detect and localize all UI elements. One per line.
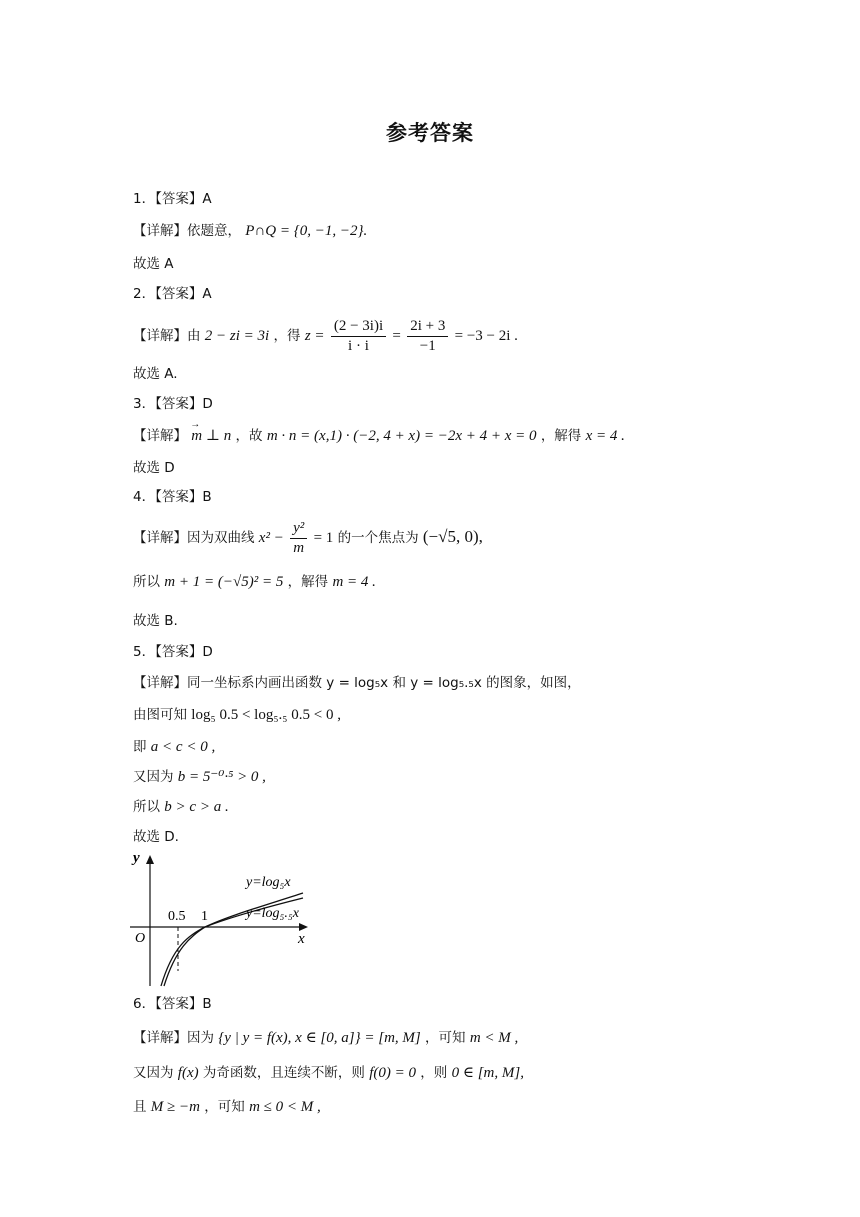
q4-focus: (−√5, 0), (422, 527, 483, 546)
q4-frac-denominator: m (293, 539, 305, 556)
q6-line2-result: 0 ∈ [m, M], (451, 1065, 524, 1081)
q4-line2-mid: ，解得 (287, 574, 329, 590)
q1-formula: P∩Q = {0, −1, −2}. (245, 223, 368, 239)
q2-result: = −3 − 2i . (454, 328, 518, 344)
q4-fraction (290, 519, 307, 558)
q5-line4-formula: b = 5⁻⁰·⁵ > 0 , (177, 769, 266, 785)
q3-formula: m · n = (x,1) · (−2, 4 + x) = −2x + 4 + x = 0 (266, 428, 537, 444)
q6-line2-mid2: ，则 (420, 1065, 448, 1081)
graph-origin-label: O (135, 931, 146, 946)
q5-line2-formula: log₅ 0.5 < log₅.₅ 0.5 < 0 , (191, 707, 341, 723)
q2-conclusion: 故选 A. (133, 366, 178, 382)
q6-line3-formula: M ≥ −m (150, 1099, 200, 1115)
q6-line2-formula: f(0) = 0 (369, 1065, 416, 1081)
q1-detail-prefix: 【详解】依题意， (133, 223, 241, 239)
q4-hyperbola-a: x² − (258, 530, 284, 546)
q5-log-graph (128, 846, 318, 988)
q2-z: z = (304, 328, 325, 344)
q6-line2-fx: f(x) (177, 1065, 199, 1081)
q5-line3-formula: a < c < 0 , (150, 739, 216, 755)
q1-detail (133, 220, 367, 242)
q6-line3-result: m ≤ 0 < M , (249, 1099, 321, 1115)
q3-detail (133, 425, 625, 447)
q6-line3 (133, 1096, 321, 1118)
q2-mid: ，得 (273, 328, 301, 344)
q4-frac-numerator: y² (290, 519, 307, 539)
q2-f1-denominator: i · i (348, 337, 369, 354)
graph-y-arrow (146, 855, 154, 864)
q2-equals: = (392, 328, 401, 344)
q5-line3-prefix: 即 (133, 739, 147, 755)
q3-mid: ，故 (235, 428, 263, 444)
q3-perp: → m ⊥ n (191, 425, 231, 447)
q1-answer: 1．【答案】A (133, 191, 212, 207)
q5-line2 (133, 704, 341, 726)
q5-line4 (133, 766, 266, 788)
q6-line1 (133, 1027, 518, 1049)
q6-line1-result: m < M , (469, 1030, 519, 1046)
graph-tick-1: 1 (201, 909, 208, 924)
q5-conclusion: 故选 D. (133, 829, 179, 845)
q3-solve: x = 4 . (585, 428, 625, 444)
graph-curve2-label: y=log₅.₅x (246, 906, 299, 921)
q5-line5-formula: b > c > a . (164, 799, 229, 815)
page-title: 参考答案 (386, 121, 474, 145)
q6-line1-mid: ，可知 (425, 1030, 466, 1046)
q2-fraction-1 (331, 317, 386, 356)
q2-answer: 2．【答案】A (133, 286, 212, 302)
q3-detail-prefix: 【详解】 (133, 428, 187, 444)
q2-detail-prefix: 【详解】由 (133, 328, 201, 344)
graph-y-label: y (133, 850, 140, 866)
q5-detail: 【详解】同一坐标系内画出函数 y = log₅x 和 y = log₅.₅x 的图象，如图， (133, 675, 581, 691)
q4-conclusion: 故选 B. (133, 613, 178, 629)
q4-detail (133, 517, 483, 558)
graph-tick-05: 0.5 (168, 909, 186, 924)
graph-x-label: x (298, 931, 305, 947)
q2-f2-numerator: 2i + 3 (407, 317, 448, 337)
q5-line4-prefix: 又因为 (133, 769, 174, 785)
q6-line3-prefix: 且 (133, 1099, 147, 1115)
q5-answer: 5．【答案】D (133, 644, 213, 660)
graph-x-arrow (299, 923, 308, 931)
q4-detail-prefix: 【详解】因为双曲线 (133, 530, 255, 546)
q6-line2 (133, 1062, 524, 1084)
q1-conclusion: 故选 A (133, 256, 174, 272)
q4-line2-result: m = 4 . (332, 574, 376, 590)
q6-line2-mid: 为奇函数，且连续不断，则 (202, 1065, 365, 1081)
q2-f1-numerator: (2 − 3i)i (331, 317, 386, 337)
q6-line3-mid: ，可知 (204, 1099, 245, 1115)
q6-answer: 6．【答案】B (133, 996, 212, 1012)
q4-line2-prefix: 所以 (133, 574, 160, 590)
graph-curve1-label: y=log₅x (246, 875, 291, 890)
q3-solve-prefix: ，解得 (540, 428, 582, 444)
q5-line3 (133, 736, 215, 758)
q5-line5 (133, 796, 229, 818)
q4-focus-text: 的一个焦点为 (337, 530, 419, 546)
q2-fraction-2 (407, 317, 448, 356)
q6-line1-formula: {y | y = f(x), x ∈ [0, a]} = [m, M] (218, 1030, 421, 1046)
q4-line2 (133, 571, 376, 593)
q2-condition: 2 − zi = 3i (204, 328, 270, 344)
q3-answer: 3．【答案】D (133, 396, 213, 412)
q6-line2-prefix: 又因为 (133, 1065, 174, 1081)
q6-line1-prefix: 【详解】因为 (133, 1030, 214, 1046)
q5-line2-prefix: 由图可知 (133, 707, 187, 723)
q4-answer: 4．【答案】B (133, 489, 212, 505)
q4-line2-formula: m + 1 = (−√5)² = 5 (164, 574, 284, 590)
q3-conclusion: 故选 D (133, 460, 175, 476)
q2-f2-denominator: −1 (419, 337, 436, 354)
q2-detail (133, 316, 518, 356)
q5-line5-prefix: 所以 (133, 799, 160, 815)
q4-hyperbola-b: = 1 (313, 530, 334, 546)
